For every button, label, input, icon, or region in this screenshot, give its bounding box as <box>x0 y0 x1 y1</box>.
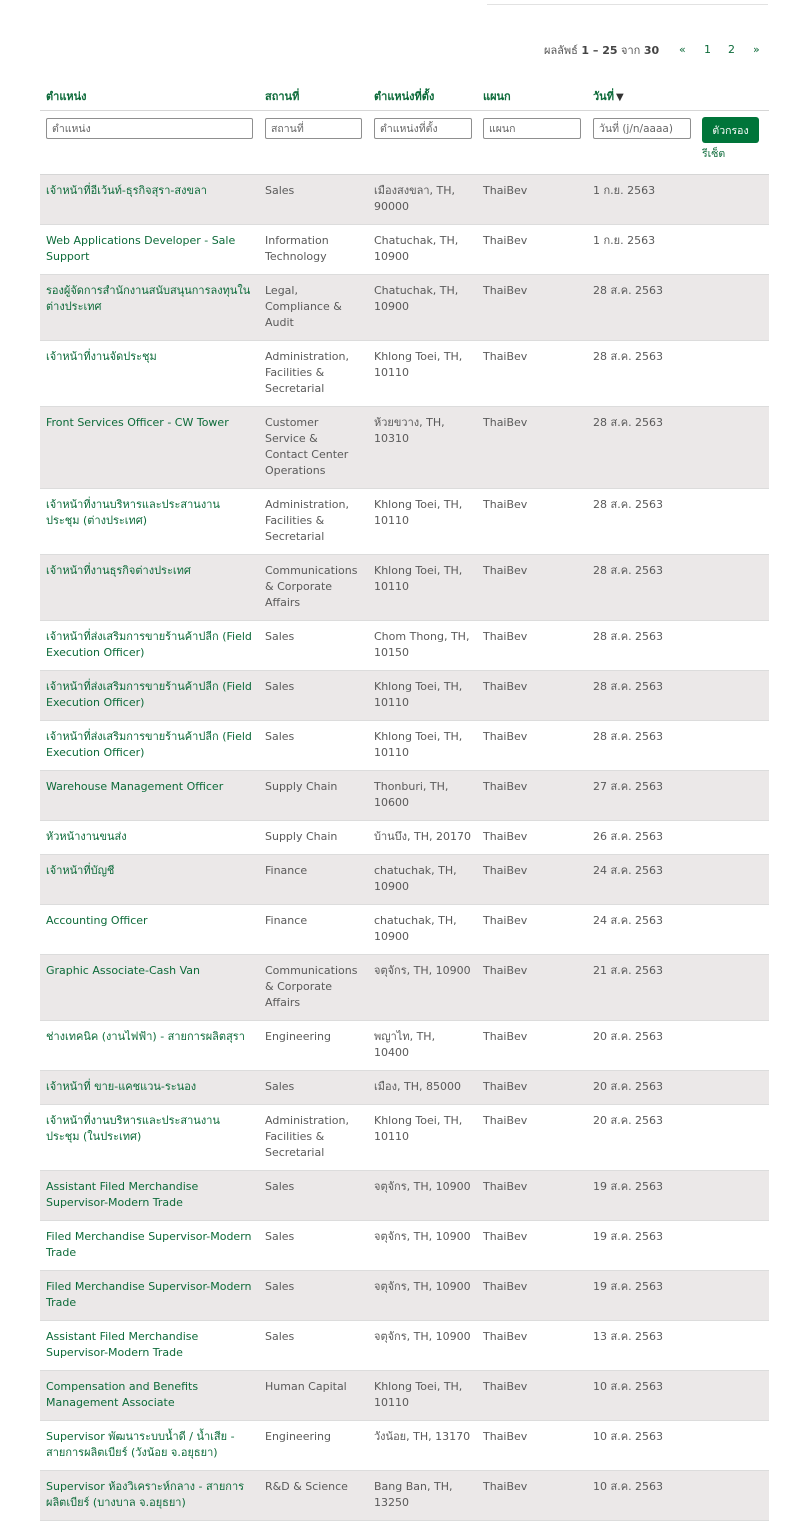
row-spacer-cell <box>696 1105 769 1171</box>
title-filter-input[interactable] <box>46 118 253 139</box>
job-title-cell <box>40 1171 259 1221</box>
job-title-cell <box>40 341 259 407</box>
job-date: 19 ส.ค. 2563 <box>587 1221 696 1271</box>
job-location: Sales <box>259 1171 368 1221</box>
row-spacer-cell <box>696 955 769 1021</box>
results-of: จาก <box>621 44 641 57</box>
job-title-link[interactable]: เจ้าหน้าที่อีเว้นท์-ธุรกิจสุรา-สงขลา <box>46 184 207 197</box>
job-title-link[interactable]: Accounting Officer <box>46 914 148 927</box>
table-row <box>40 555 769 621</box>
job-department: ThaiBev <box>477 175 587 225</box>
job-date: 26 ส.ค. 2563 <box>587 821 696 855</box>
table-row <box>40 1471 769 1521</box>
table-row <box>40 175 769 225</box>
row-spacer-cell <box>696 821 769 855</box>
filter-button[interactable]: ตัวกรอง <box>702 117 759 143</box>
table-header-row <box>40 82 769 111</box>
job-date: 28 ส.ค. 2563 <box>587 555 696 621</box>
row-spacer-cell <box>696 275 769 341</box>
results-summary <box>544 43 659 59</box>
job-location: Information Technology <box>259 225 368 275</box>
job-title-cell <box>40 1321 259 1371</box>
row-spacer-cell <box>696 671 769 721</box>
job-facility: Khlong Toei, TH, 10110 <box>368 341 477 407</box>
job-facility: Khlong Toei, TH, 10110 <box>368 1105 477 1171</box>
job-department: ThaiBev <box>477 1271 587 1321</box>
job-department: ThaiBev <box>477 855 587 905</box>
job-title-cell <box>40 1471 259 1521</box>
table-row <box>40 1371 769 1421</box>
job-date: 24 ส.ค. 2563 <box>587 855 696 905</box>
row-spacer-cell <box>696 905 769 955</box>
job-date: 28 ส.ค. 2563 <box>587 671 696 721</box>
job-title-link[interactable]: เจ้าหน้าที่ ขาย-แคชแวน-ระนอง <box>46 1080 197 1093</box>
top-divider <box>487 4 768 5</box>
job-date: 19 ส.ค. 2563 <box>587 1171 696 1221</box>
job-facility: เมืองสงขลา, TH, 90000 <box>368 175 477 225</box>
job-title-link[interactable]: เจ้าหน้าที่งานจัดประชุม <box>46 350 157 363</box>
job-date: 28 ส.ค. 2563 <box>587 489 696 555</box>
job-title-link[interactable]: Filed Merchandise Supervisor-Modern Trade <box>46 1230 252 1259</box>
job-facility: บ้านบึง, TH, 20170 <box>368 821 477 855</box>
job-location: Administration, Facilities & Secretarial <box>259 341 368 407</box>
row-spacer-cell <box>696 621 769 671</box>
table-row <box>40 1271 769 1321</box>
pagination-bar <box>40 42 769 60</box>
job-title-link[interactable]: Compensation and Benefits Management Associate <box>46 1380 199 1409</box>
column-header-facility[interactable]: ตำแหน่งที่ตั้ง <box>368 82 477 111</box>
column-header-department[interactable]: แผนก <box>477 82 587 111</box>
job-date: 10 ส.ค. 2563 <box>587 1471 696 1521</box>
job-date: 19 ส.ค. 2563 <box>587 1271 696 1321</box>
job-department: ThaiBev <box>477 771 587 821</box>
job-department: ThaiBev <box>477 1371 587 1421</box>
table-row <box>40 905 769 955</box>
job-department: ThaiBev <box>477 1071 587 1105</box>
row-spacer-cell <box>696 1321 769 1371</box>
pagination-page-2[interactable]: 2 <box>728 43 735 56</box>
job-facility: Chom Thong, TH, 10150 <box>368 621 477 671</box>
job-facility: Chatuchak, TH, 10900 <box>368 225 477 275</box>
job-search-results-table <box>40 82 769 1521</box>
table-row <box>40 1171 769 1221</box>
table-row <box>40 1421 769 1471</box>
job-title-link[interactable]: เจ้าหน้าที่งานธุรกิจต่างประเทศ <box>46 564 191 577</box>
job-location: Sales <box>259 671 368 721</box>
job-facility: Khlong Toei, TH, 10110 <box>368 671 477 721</box>
job-title-link[interactable]: Filed Merchandise Supervisor-Modern Trade <box>46 1280 252 1309</box>
job-title-cell <box>40 1105 259 1171</box>
job-department: ThaiBev <box>477 671 587 721</box>
job-title-cell <box>40 1421 259 1471</box>
job-title-cell <box>40 621 259 671</box>
job-date: 1 ก.ย. 2563 <box>587 175 696 225</box>
job-department: ThaiBev <box>477 407 587 489</box>
job-location: R&D & Science <box>259 1471 368 1521</box>
job-date: 20 ส.ค. 2563 <box>587 1021 696 1071</box>
job-department: ThaiBev <box>477 489 587 555</box>
job-location: Sales <box>259 721 368 771</box>
column-header-title[interactable]: ตำแหน่ง <box>40 82 259 111</box>
table-row <box>40 407 769 489</box>
job-location: Sales <box>259 1221 368 1271</box>
job-facility: จตุจักร, TH, 10900 <box>368 1171 477 1221</box>
job-department: ThaiBev <box>477 1321 587 1371</box>
table-row <box>40 721 769 771</box>
job-location: Finance <box>259 905 368 955</box>
row-spacer-cell <box>696 175 769 225</box>
job-title-cell <box>40 1371 259 1421</box>
filter-row <box>40 111 769 175</box>
job-date: 28 ส.ค. 2563 <box>587 721 696 771</box>
job-facility: Khlong Toei, TH, 10110 <box>368 1371 477 1421</box>
job-date: 10 ส.ค. 2563 <box>587 1421 696 1471</box>
job-date: 20 ส.ค. 2563 <box>587 1071 696 1105</box>
table-row <box>40 1321 769 1371</box>
job-location: Legal, Compliance & Audit <box>259 275 368 341</box>
pagination-page-1[interactable]: 1 <box>704 43 711 56</box>
job-title-link[interactable]: Assistant Filed Merchandise Supervisor-Modern Trade <box>46 1180 199 1209</box>
job-title-cell <box>40 1021 259 1071</box>
row-spacer-cell <box>696 1371 769 1421</box>
job-location: Supply Chain <box>259 771 368 821</box>
job-date: 28 ส.ค. 2563 <box>587 275 696 341</box>
job-facility: จตุจักร, TH, 10900 <box>368 955 477 1021</box>
job-date: 20 ส.ค. 2563 <box>587 1105 696 1171</box>
job-facility: จตุจักร, TH, 10900 <box>368 1321 477 1371</box>
job-facility: Thonburi, TH, 10600 <box>368 771 477 821</box>
job-date: 27 ส.ค. 2563 <box>587 771 696 821</box>
row-spacer-cell <box>696 1471 769 1521</box>
job-facility: Khlong Toei, TH, 10110 <box>368 721 477 771</box>
table-row <box>40 341 769 407</box>
job-title-link[interactable]: Web Applications Developer - Sale Support <box>46 234 236 263</box>
job-title-cell <box>40 771 259 821</box>
job-date: 28 ส.ค. 2563 <box>587 621 696 671</box>
job-department: ThaiBev <box>477 275 587 341</box>
date-filter-input[interactable] <box>593 118 691 139</box>
job-location: Human Capital <box>259 1371 368 1421</box>
job-title-cell <box>40 489 259 555</box>
job-facility: วังน้อย, TH, 13170 <box>368 1421 477 1471</box>
job-date: 28 ส.ค. 2563 <box>587 407 696 489</box>
job-facility: Khlong Toei, TH, 10110 <box>368 489 477 555</box>
table-row <box>40 275 769 341</box>
job-title-link[interactable]: เจ้าหน้าที่งานบริหารและประสานงานประชุม (ต่างประเทศ) <box>46 498 220 527</box>
table-row <box>40 821 769 855</box>
results-summary-prefix: ผลลัพธ์ <box>544 44 578 57</box>
job-title-cell <box>40 225 259 275</box>
job-department: ThaiBev <box>477 721 587 771</box>
job-facility: chatuchak, TH, 10900 <box>368 855 477 905</box>
table-row <box>40 1021 769 1071</box>
job-title-cell <box>40 821 259 855</box>
job-location: Supply Chain <box>259 821 368 855</box>
row-spacer-cell <box>696 489 769 555</box>
job-title-link[interactable]: Supervisor ห้องวิเคราะห์กลาง - สายการผลิตเบียร์ (บางบาล จ.อยุธยา) <box>46 1480 245 1509</box>
job-title-link[interactable]: เจ้าหน้าที่บัญชี <box>46 864 115 877</box>
job-location: Engineering <box>259 1421 368 1471</box>
job-rows <box>40 175 769 1521</box>
department-filter-input[interactable] <box>483 118 581 139</box>
job-location: Administration, Facilities & Secretarial <box>259 489 368 555</box>
job-facility: เมือง, TH, 85000 <box>368 1071 477 1105</box>
job-title-link[interactable]: ช่างเทคนิค (งานไฟฟ้า) - สายการผลิตสุรา <box>46 1030 245 1043</box>
job-department: ThaiBev <box>477 1105 587 1171</box>
row-spacer-cell <box>696 1021 769 1071</box>
job-department: ThaiBev <box>477 1471 587 1521</box>
row-spacer-cell <box>696 771 769 821</box>
job-department: ThaiBev <box>477 621 587 671</box>
row-spacer-cell <box>696 225 769 275</box>
job-title-link[interactable]: Assistant Filed Merchandise Supervisor-Modern Trade <box>46 1330 199 1359</box>
job-title-cell <box>40 555 259 621</box>
job-facility: พญาไท, TH, 10400 <box>368 1021 477 1071</box>
results-total: 30 <box>643 44 660 57</box>
table-row <box>40 1071 769 1105</box>
row-spacer-cell <box>696 407 769 489</box>
job-department: ThaiBev <box>477 1021 587 1071</box>
column-header-location[interactable]: สถานที่ <box>259 82 368 111</box>
job-date: 24 ส.ค. 2563 <box>587 905 696 955</box>
job-location: Customer Service & Contact Center Operations <box>259 407 368 489</box>
row-spacer-cell <box>696 1071 769 1105</box>
job-title-cell <box>40 1271 259 1321</box>
job-title-cell <box>40 175 259 225</box>
job-location: Sales <box>259 621 368 671</box>
job-location: Sales <box>259 175 368 225</box>
job-title-link[interactable]: เจ้าหน้าที่ส่งเสริมการขายร้านค้าปลีก (Field Execution Officer) <box>46 680 252 709</box>
job-title-cell <box>40 1221 259 1271</box>
job-location: Engineering <box>259 1021 368 1071</box>
table-row <box>40 855 769 905</box>
job-facility: Khlong Toei, TH, 10110 <box>368 555 477 621</box>
job-title-link[interactable]: Front Services Officer - CW Tower <box>46 416 229 429</box>
job-department: ThaiBev <box>477 341 587 407</box>
job-title-link[interactable]: หัวหน้างานขนส่ง <box>46 830 127 843</box>
table-row <box>40 225 769 275</box>
table-row <box>40 771 769 821</box>
job-title-cell <box>40 407 259 489</box>
job-title-cell <box>40 905 259 955</box>
job-title-cell <box>40 275 259 341</box>
job-department: ThaiBev <box>477 225 587 275</box>
job-department: ThaiBev <box>477 1171 587 1221</box>
reset-link[interactable]: รีเซ็ต <box>702 148 726 160</box>
job-location: Sales <box>259 1271 368 1321</box>
row-spacer-cell <box>696 555 769 621</box>
job-title-cell <box>40 855 259 905</box>
job-department: ThaiBev <box>477 555 587 621</box>
job-location: Sales <box>259 1321 368 1371</box>
table-row <box>40 621 769 671</box>
facility-filter-input[interactable] <box>374 118 472 139</box>
job-department: ThaiBev <box>477 821 587 855</box>
job-date: 13 ส.ค. 2563 <box>587 1321 696 1371</box>
row-spacer-cell <box>696 1171 769 1221</box>
table-row <box>40 1221 769 1271</box>
job-title-cell <box>40 721 259 771</box>
table-row <box>40 671 769 721</box>
row-spacer-cell <box>696 721 769 771</box>
row-spacer-cell <box>696 855 769 905</box>
job-date: 28 ส.ค. 2563 <box>587 341 696 407</box>
job-title-link[interactable]: รองผู้จัดการสำนักงานสนับสนุนการลงทุนในต่างประเทศ <box>46 284 251 313</box>
job-title-link[interactable]: Warehouse Management Officer <box>46 780 224 793</box>
job-facility: Bang Ban, TH, 13250 <box>368 1471 477 1521</box>
pagination-last-link[interactable]: » <box>753 43 760 56</box>
job-date: 1 ก.ย. 2563 <box>587 225 696 275</box>
pagination-first-link[interactable]: « <box>679 43 686 56</box>
job-title-link[interactable]: Supervisor พัฒนาระบบน้ำดี / น้ำเสีย - สายการผลิตเบียร์ (วังน้อย จ.อยุธยา) <box>46 1430 235 1459</box>
job-department: ThaiBev <box>477 1221 587 1271</box>
results-range: 1 – 25 <box>581 44 618 57</box>
job-facility: จตุจักร, TH, 10900 <box>368 1271 477 1321</box>
job-facility: Chatuchak, TH, 10900 <box>368 275 477 341</box>
table-row <box>40 1105 769 1171</box>
job-title-cell <box>40 955 259 1021</box>
job-location: Sales <box>259 1071 368 1105</box>
job-title-link[interactable]: เจ้าหน้าที่งานบริหารและประสานงานประชุม (ในประเทศ) <box>46 1114 220 1143</box>
job-date: 21 ส.ค. 2563 <box>587 955 696 1021</box>
job-title-cell <box>40 1071 259 1105</box>
job-location: Communications & Corporate Affairs <box>259 955 368 1021</box>
job-department: ThaiBev <box>477 1421 587 1471</box>
job-title-link[interactable]: เจ้าหน้าที่ส่งเสริมการขายร้านค้าปลีก (Field Execution Officer) <box>46 730 252 759</box>
job-facility: chatuchak, TH, 10900 <box>368 905 477 955</box>
job-location: Communications & Corporate Affairs <box>259 555 368 621</box>
column-header-actions <box>696 82 769 111</box>
job-facility: ห้วยขวาง, TH, 10310 <box>368 407 477 489</box>
row-spacer-cell <box>696 1221 769 1271</box>
row-spacer-cell <box>696 341 769 407</box>
location-filter-input[interactable] <box>265 118 362 139</box>
table-row <box>40 955 769 1021</box>
job-title-cell <box>40 671 259 721</box>
job-title-link[interactable]: Graphic Associate-Cash Van <box>46 964 200 977</box>
job-department: ThaiBev <box>477 955 587 1021</box>
table-row <box>40 489 769 555</box>
job-department: ThaiBev <box>477 905 587 955</box>
row-spacer-cell <box>696 1421 769 1471</box>
job-date: 10 ส.ค. 2563 <box>587 1371 696 1421</box>
job-title-link[interactable]: เจ้าหน้าที่ส่งเสริมการขายร้านค้าปลีก (Field Execution Officer) <box>46 630 252 659</box>
sort-descending-icon: ▼ <box>615 92 624 103</box>
column-header-date[interactable]: วันที่ ▼ <box>587 82 696 111</box>
row-spacer-cell <box>696 1271 769 1321</box>
job-location: Finance <box>259 855 368 905</box>
job-facility: จตุจักร, TH, 10900 <box>368 1221 477 1271</box>
job-location: Administration, Facilities & Secretarial <box>259 1105 368 1171</box>
